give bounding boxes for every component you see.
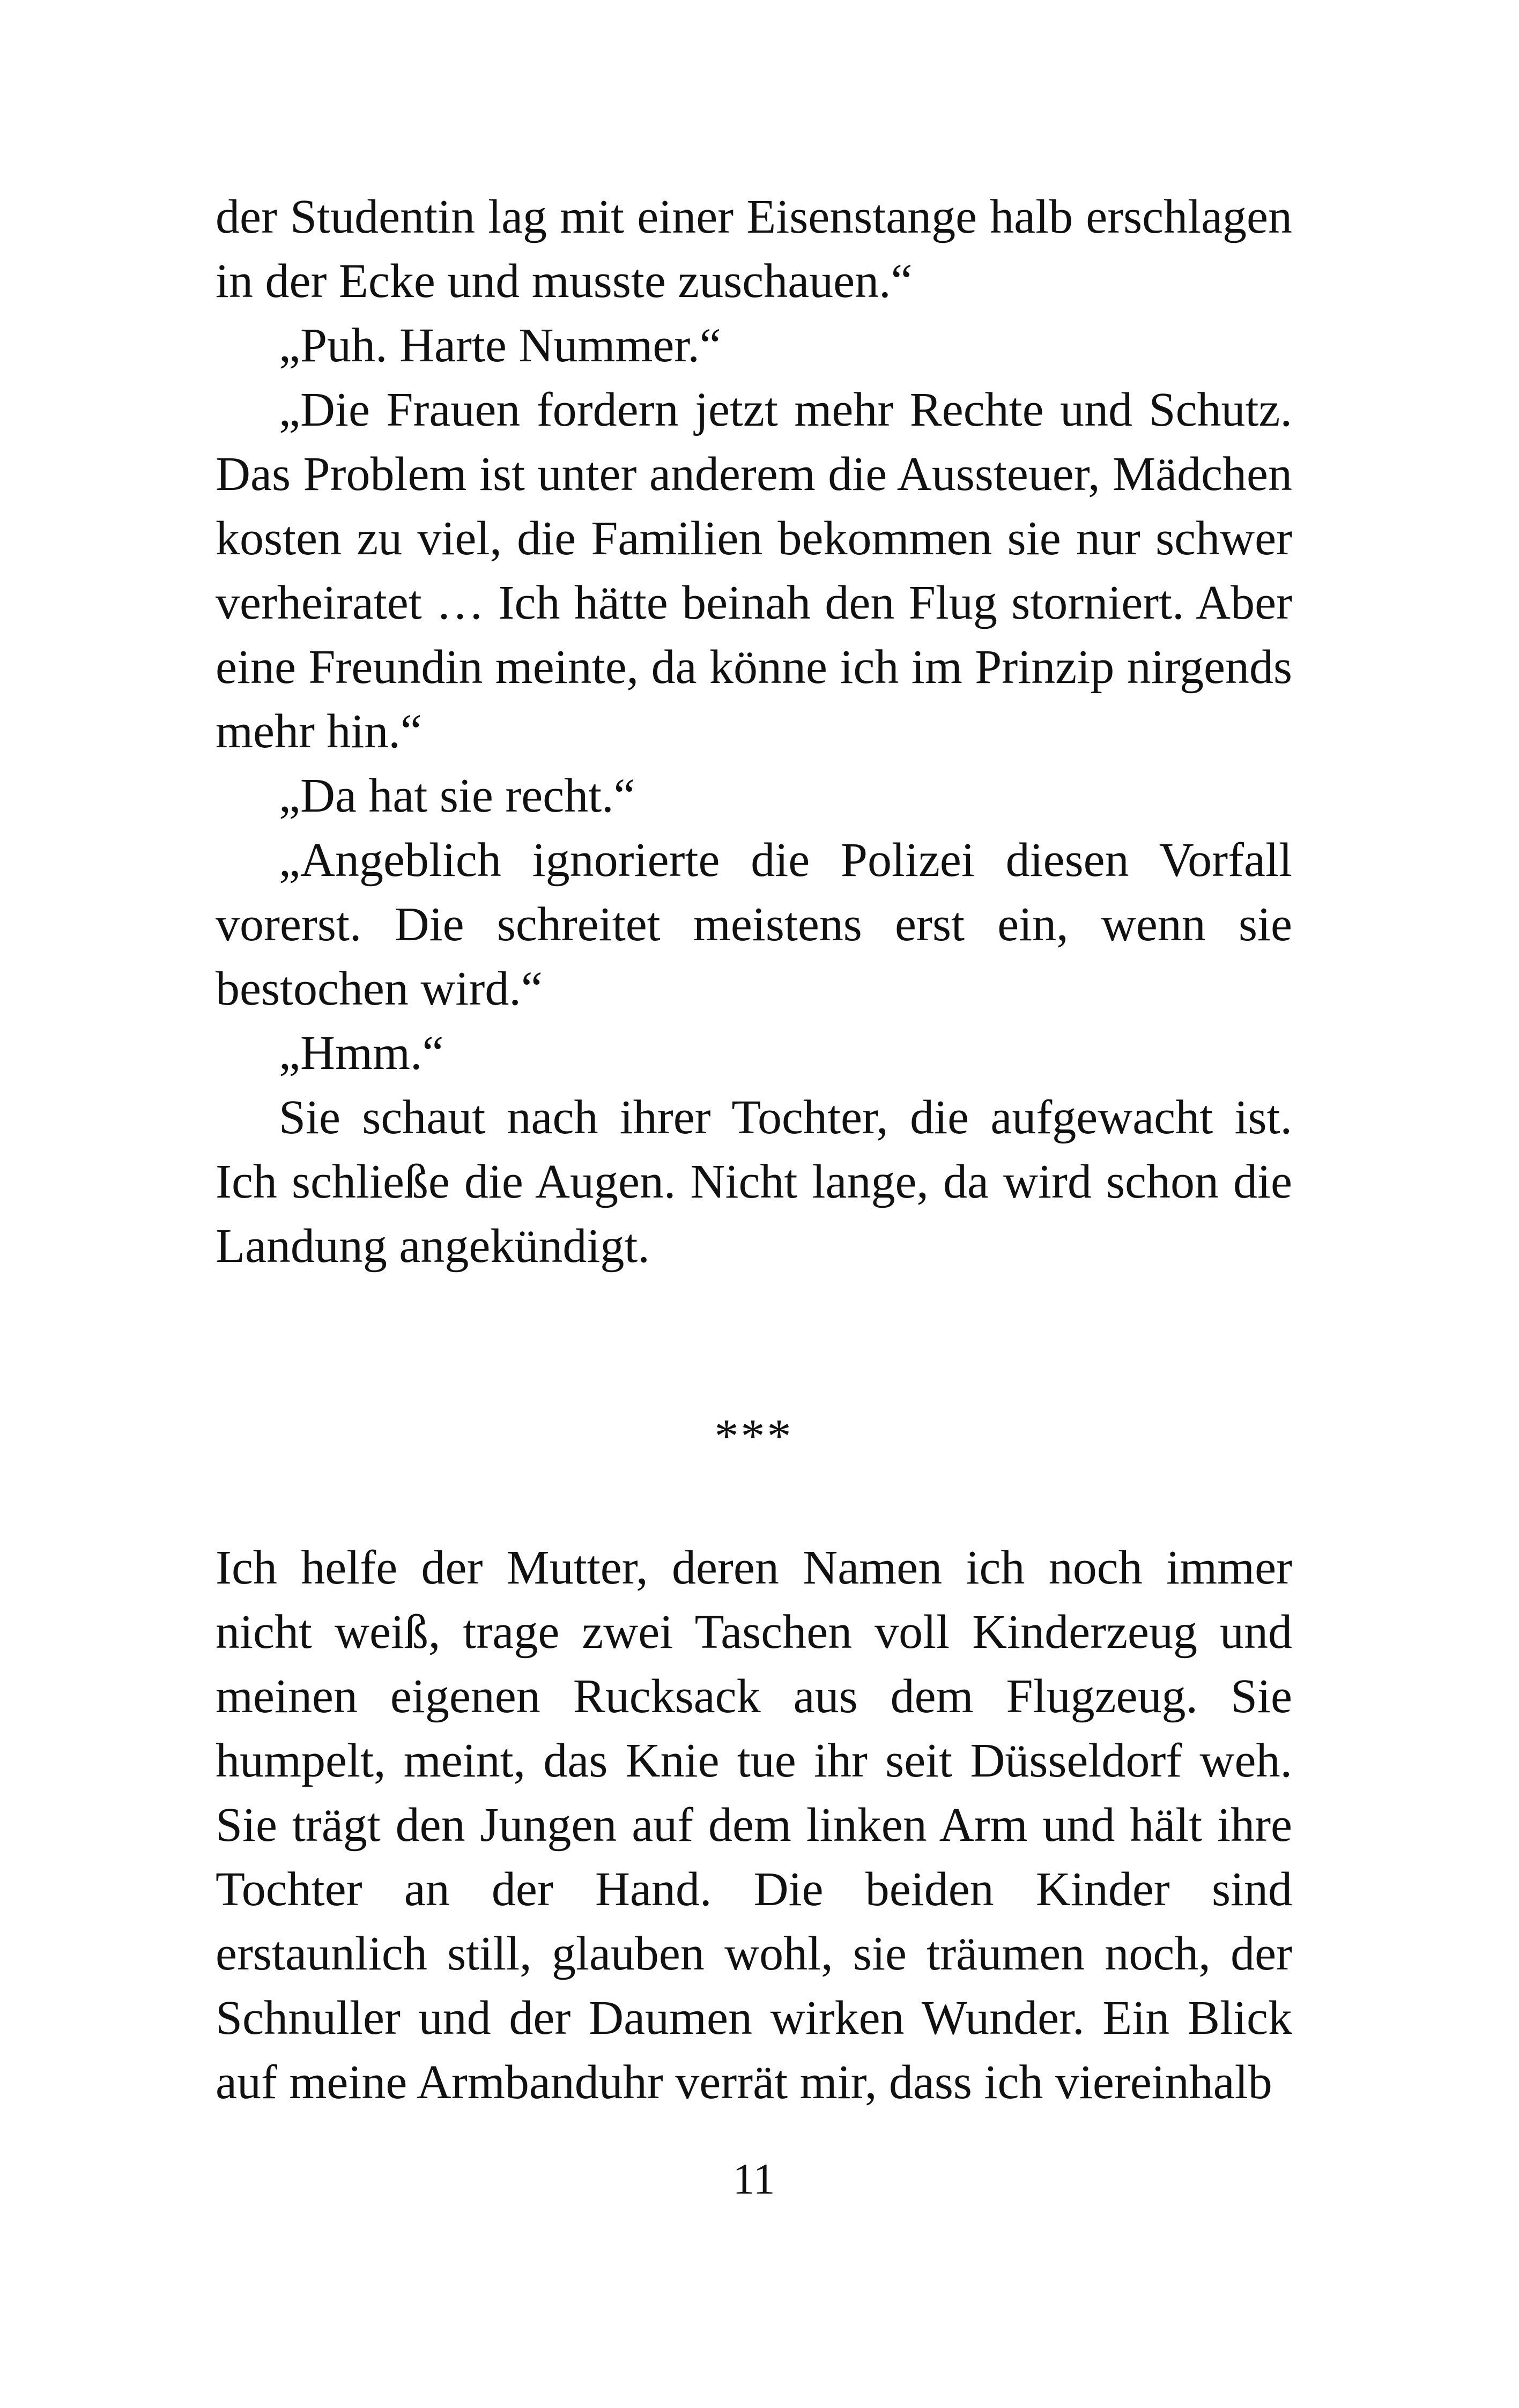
paragraph: der Studentin lag mit einer Eisenstange halb erschlagen in der Ecke und musste zuschauen.“ [216,190,1292,308]
paragraph: Sie schaut nach ihrer Tochter, die aufgewacht ist. Ich schließe die Augen. Nicht lange, da wird schon die Landung angekündigt. [216,1091,1292,1273]
paragraph: „Die Frauen fordern jetzt mehr Rechte und Schutz. Das Problem ist unter anderem die Aussteuer, Mädchen kosten zu viel, die Familien bekommen sie nur schwer verheiratet … Ich hätte beinah den Flug storniert. Aber eine Freundin meinte, da könne ich im Prinzip nirgends mehr hin.“ [216,383,1292,758]
paragraph: „Da hat sie recht.“ [279,769,635,822]
text-section-bottom [216,1536,1292,2115]
paragraph: „Puh. Harte Nummer.“ [279,319,721,372]
section-separator: *** [714,1410,794,1463]
paragraph: „Hmm.“ [279,1027,444,1080]
text-section-top [216,185,1292,1279]
paragraph: Ich helfe der Mutter, deren Namen ich noch immer nicht weiß, trage zwei Taschen voll Kinderzeug und meinen eigenen Rucksack aus dem Flugzeug. Sie humpelt, meint, das Knie tue ihr seit Düsseldorf weh. Sie trägt den Jungen auf dem linken Arm und hält ihre Tochter an der Hand. Die beiden Kinder sind erstaunlich still, glauben wohl, sie träumen noch, der Schnuller und der Daumen wirken Wunder. Ein Blick auf meine Armbanduhr verrät mir, dass ich viereinhalb [216,1541,1292,2109]
paragraph: „Angeblich ignorierte die Polizei diesen Vorfall vorerst. Die schreitet meistens erst ein, wenn sie bestochen wird.“ [216,834,1292,1015]
page-number: 11 [732,2154,775,2203]
